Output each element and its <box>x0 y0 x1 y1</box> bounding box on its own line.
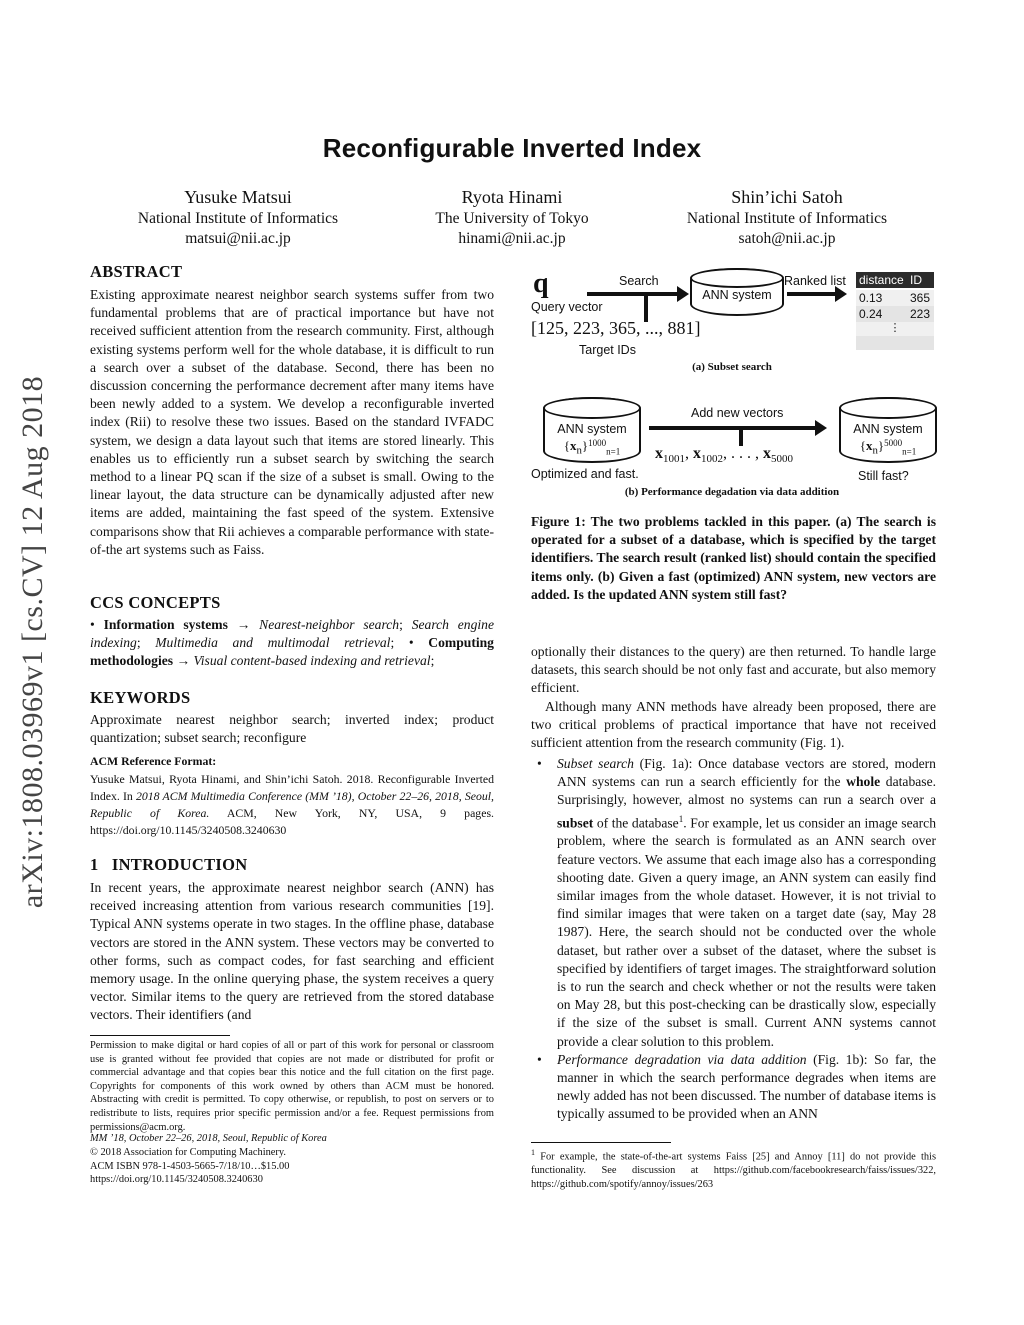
add-vectors-label: Add new vectors <box>691 406 784 420</box>
author-block <box>88 186 388 249</box>
intro-paragraph: In recent years, the approximate nearest neighbor search (ANN) has received increasing attention from various research communities [19]. Typical ANN systems operate in two stages. In the offline phase, database vectors are stored in the ANN system. These vectors may be converted to other forms, such as compact codes, for fast searching and efficient memory usage. In the online querying phase, the system receives a query vector. Similar items to the query are retrieved from the stored database vectors. Their identifiers (and <box>90 880 494 1023</box>
author-block <box>637 186 937 249</box>
ann-system-label: ANN system <box>557 422 627 436</box>
footnote-text: For example, the state-of-the-art systems Faiss [25] and Annoy [11] do not provide this functionality. See discussion at https://github.com/facebookresearch/faiss/issues/322, https://github.com/spotify/annoy/issues/263 <box>531 1151 936 1190</box>
acm-ref-venue: 2018 ACM Multimedia Conference (MM ’18), October 22–26, 2018, Seoul, Republic of Korea. <box>90 789 494 820</box>
subfigure-a-caption: (a) Subset search <box>692 361 772 373</box>
arrow: → <box>236 617 251 632</box>
ccs-heading: CCS CONCEPTS <box>90 593 221 612</box>
bullet-text: (Fig. 1b): So far, the manner in which the search performance degrades when items are newly added has not been discussed. The number of database items is typically assumed to be provided when an ANN <box>557 1051 937 1122</box>
search-arrow <box>587 292 681 296</box>
acm-ref-heading: ACM Reference Format: <box>90 754 217 768</box>
id-value: 223 <box>910 307 931 321</box>
ccs-concept: Computing methodologies <box>90 635 494 669</box>
acm-ref-publisher: ACM, New York, NY, USA, 9 pages. https://doi.org/10.1145/3240508.3240630 <box>90 806 494 837</box>
emphasis: whole <box>846 774 881 790</box>
ccs-concept: Information systems <box>103 617 228 632</box>
author-affiliation: National Institute of Informatics <box>686 210 888 227</box>
ann-system-label: ANN system <box>702 288 772 302</box>
keywords-text: Approximate nearest neighbor search; inverted index; product quantization; subset search; reconfigure <box>90 712 494 746</box>
paper-title: Reconfigurable Inverted Index <box>322 133 702 163</box>
ranked-list-header <box>856 272 934 288</box>
separator: ; <box>399 617 403 632</box>
figure-1 <box>527 262 937 504</box>
cylinder-top <box>543 397 641 419</box>
section-title: INTRODUCTION <box>111 855 248 874</box>
ccs-concepts: • Information systems → Nearest-neighbor search; Search engine indexing; Multimedia and multimodal retrieval; • Computing methodologies → Visual content-based indexing and retrieval; <box>90 617 494 669</box>
ranked-list-row <box>856 336 934 350</box>
keywords-heading: KEYWORDS <box>90 688 191 707</box>
author-email: matsui@nii.ac.jp <box>185 230 291 247</box>
arrow-head <box>677 286 689 302</box>
footnote-rule <box>531 1142 671 1143</box>
distance-value: 0.24 <box>859 307 883 321</box>
author-email: satoh@nii.ac.jp <box>738 230 836 247</box>
paragraph: Although many ANN methods have already been proposed, there are two critical problems of practical importance that have not received sufficient attention from the research community (Fig. 1). <box>531 699 936 751</box>
ellipsis: ⋮ <box>856 322 934 336</box>
ranked-list-row <box>856 290 934 306</box>
ranked-arrow <box>787 292 837 296</box>
ccs-item: Nearest-neighbor search <box>259 617 400 632</box>
author-email: hinami@nii.ac.jp <box>458 230 566 247</box>
bullet-text: of the database <box>593 815 679 831</box>
dataset-set: $\{x_n\}^{1000}n=1$ <box>563 438 621 457</box>
target-ids-label: Target IDs <box>579 343 636 357</box>
target-ids-vector: [125, 223, 365, ..., 881] <box>531 318 701 338</box>
acm-ref-text <box>90 771 494 839</box>
id-value: 365 <box>910 291 931 305</box>
separator: ; <box>136 635 141 651</box>
abstract-text: Existing approximate nearest neighbor search systems suffer from two fundamental problems that are of practical importance but have not received sufficient attention from the research community. First, although existing systems perform well for the whole database, it is difficult to run a search over a subset of the database. Second, there has been no discussion concerning the performance decrement after many items have been newly added to a system. We develop a reconfigurable inverted index (Rii) to resolve these two issues. Based on the standard IVFADC system, we design a data layout such that items are stored linearly. This enables us to efficiently run a subset search by switching the search method to a linear PQ scan if the size of a subset is small. Owing to the linear layout, the data structure can be dynamically adjusted after new items are added, maintaining the fast speed of the system. Extensive comparisons show that Rii achieves a comparable performance with state-of-the art systems such as Faiss. <box>90 287 494 557</box>
distance-header: distance <box>859 273 904 287</box>
author-affiliation: National Institute of Informatics <box>137 210 339 227</box>
author-affiliation: The University of Tokyo <box>435 210 589 227</box>
list-item <box>531 755 936 1051</box>
query-vector-label: Query vector <box>531 300 603 314</box>
ccs-item: Visual content-based indexing and retrieval <box>193 653 431 669</box>
add-connector <box>739 428 743 446</box>
acm-ref-authors: Yusuke Matsui, Ryota Hinami, and Shin’ichi Satoh. 2018. Reconfigurable Inverted Index. In <box>90 772 494 803</box>
bullet-list <box>531 755 936 1124</box>
ccs-item: Multimedia and multimodal retrieval <box>155 635 391 651</box>
author-name: Ryota Hinami <box>461 187 563 207</box>
bullet-text: (Fig. 1a): Once database vectors are stored, modern ANN systems can run a search efficiently for the <box>557 756 936 790</box>
abstract-heading: ABSTRACT <box>90 262 183 281</box>
paragraph: optionally their distances to the query) are then returned. To handle large datasets, this search should be not only fast and accurate, but also memory efficient. <box>531 644 936 696</box>
figure-caption: Figure 1: The two problems tackled in this paper. (a) The search is operated for a subset of a database, which is specified by the target identifiers. The search result (ranked list) should contain the specified items only. (b) Given a fast (optimized) ANN system, new vectors are added. Is the updated ANN system still fast? <box>531 514 936 602</box>
doi-line: https://doi.org/10.1145/3240508.3240630 <box>90 1174 263 1185</box>
optimized-label: Optimized and fast. <box>531 467 639 481</box>
isbn-line: ACM ISBN 978-1-4503-5665-7/18/10…$15.00 <box>90 1161 290 1172</box>
author-block <box>362 186 662 249</box>
bullet-text: database. Surprisingly, however, almost no systems can run a search over a <box>557 774 937 808</box>
ranked-list-label: Ranked list <box>784 274 846 288</box>
cylinder-top <box>690 268 784 288</box>
emphasis: subset <box>557 815 594 831</box>
query-symbol: q <box>533 268 549 299</box>
footnote-number: 1 <box>531 1148 535 1157</box>
cylinder-top <box>839 397 937 419</box>
footnote-rule <box>90 1035 230 1036</box>
subfigure-b-caption: (b) Performance degadation via data addition <box>624 486 840 498</box>
ann-system-label: ANN system <box>853 422 923 436</box>
footnote <box>531 1146 936 1191</box>
ccs-item: Search engine indexing <box>90 617 494 651</box>
dataset-set: $\{x_n\}^{5000}n=1$ <box>859 438 917 457</box>
section-heading <box>90 855 494 875</box>
list-item <box>531 1051 936 1124</box>
arxiv-stamp: arXiv:1808.03969v1 [cs.CV] 12 Aug 2018 <box>16 375 49 909</box>
conference-line: MM ’18, October 22–26, 2018, Seoul, Republic of Korea <box>90 1133 327 1144</box>
distance-value: 0.13 <box>859 291 883 305</box>
author-name: Shin’ichi Satoh <box>731 187 843 207</box>
section-number: 1 <box>90 855 99 874</box>
author-name: Yusuke Matsui <box>184 187 292 207</box>
arrow: → <box>176 653 191 669</box>
permission-text: Permission to make digital or hard copies of all or part of this work for personal or classroom use is granted without fee provided that copies are not made or distributed for profit or commercial advantage and that copies bear this notice and the full citation on the first page. Copyrights for components of this work owned by others than ACM must be honored. Abstracting with credit is permitted. To copy otherwise, or republish, to post on servers or to redistribute to lists, requires prior specific permission and/or a fee. Request permissions from permissions@acm.org. <box>90 1040 494 1133</box>
bullet-title: Performance degradation via data addition <box>557 1051 807 1067</box>
separator: ; <box>430 653 435 669</box>
add-arrow <box>649 426 819 430</box>
search-label: Search <box>619 274 659 288</box>
arrow-head <box>835 286 847 302</box>
bullet-text: . For example, let us consider an image search problem, where the search is formulated as an ANN search over feature vectors. We assume that each image also has a corresponding shooting date. Given a query image, an ANN system can easily find similar images from the whole dataset. However, it is not trivial to find similar images that were taken on a target date (say, May 28 1987). Here, the search should not be conducted over the whole dataset, but rather over a subset of the dataset, where the subset is specified by identifiers of target images. The straightforward solution is to run the search and check whether or not the results were taken on May 28, but this post-checking can be drastically slow, especially if the size of the subset is small. Current ANN systems cannot provide a clear solution to this problem. <box>557 815 937 1049</box>
footnote-marker: 1 <box>678 813 684 824</box>
ranked-list-row <box>856 306 934 322</box>
new-vectors: $x_{1001}$, $x_{1002}$, . . . , $x_{5000}$ <box>655 445 793 466</box>
still-fast-label: Still fast? <box>858 469 909 483</box>
arrow-head <box>815 420 827 436</box>
separator: ; <box>390 635 395 651</box>
bullet-title: Subset search <box>557 756 634 771</box>
id-header: ID <box>910 273 922 287</box>
copyright-line: © 2018 Association for Computing Machinery. <box>90 1147 286 1158</box>
